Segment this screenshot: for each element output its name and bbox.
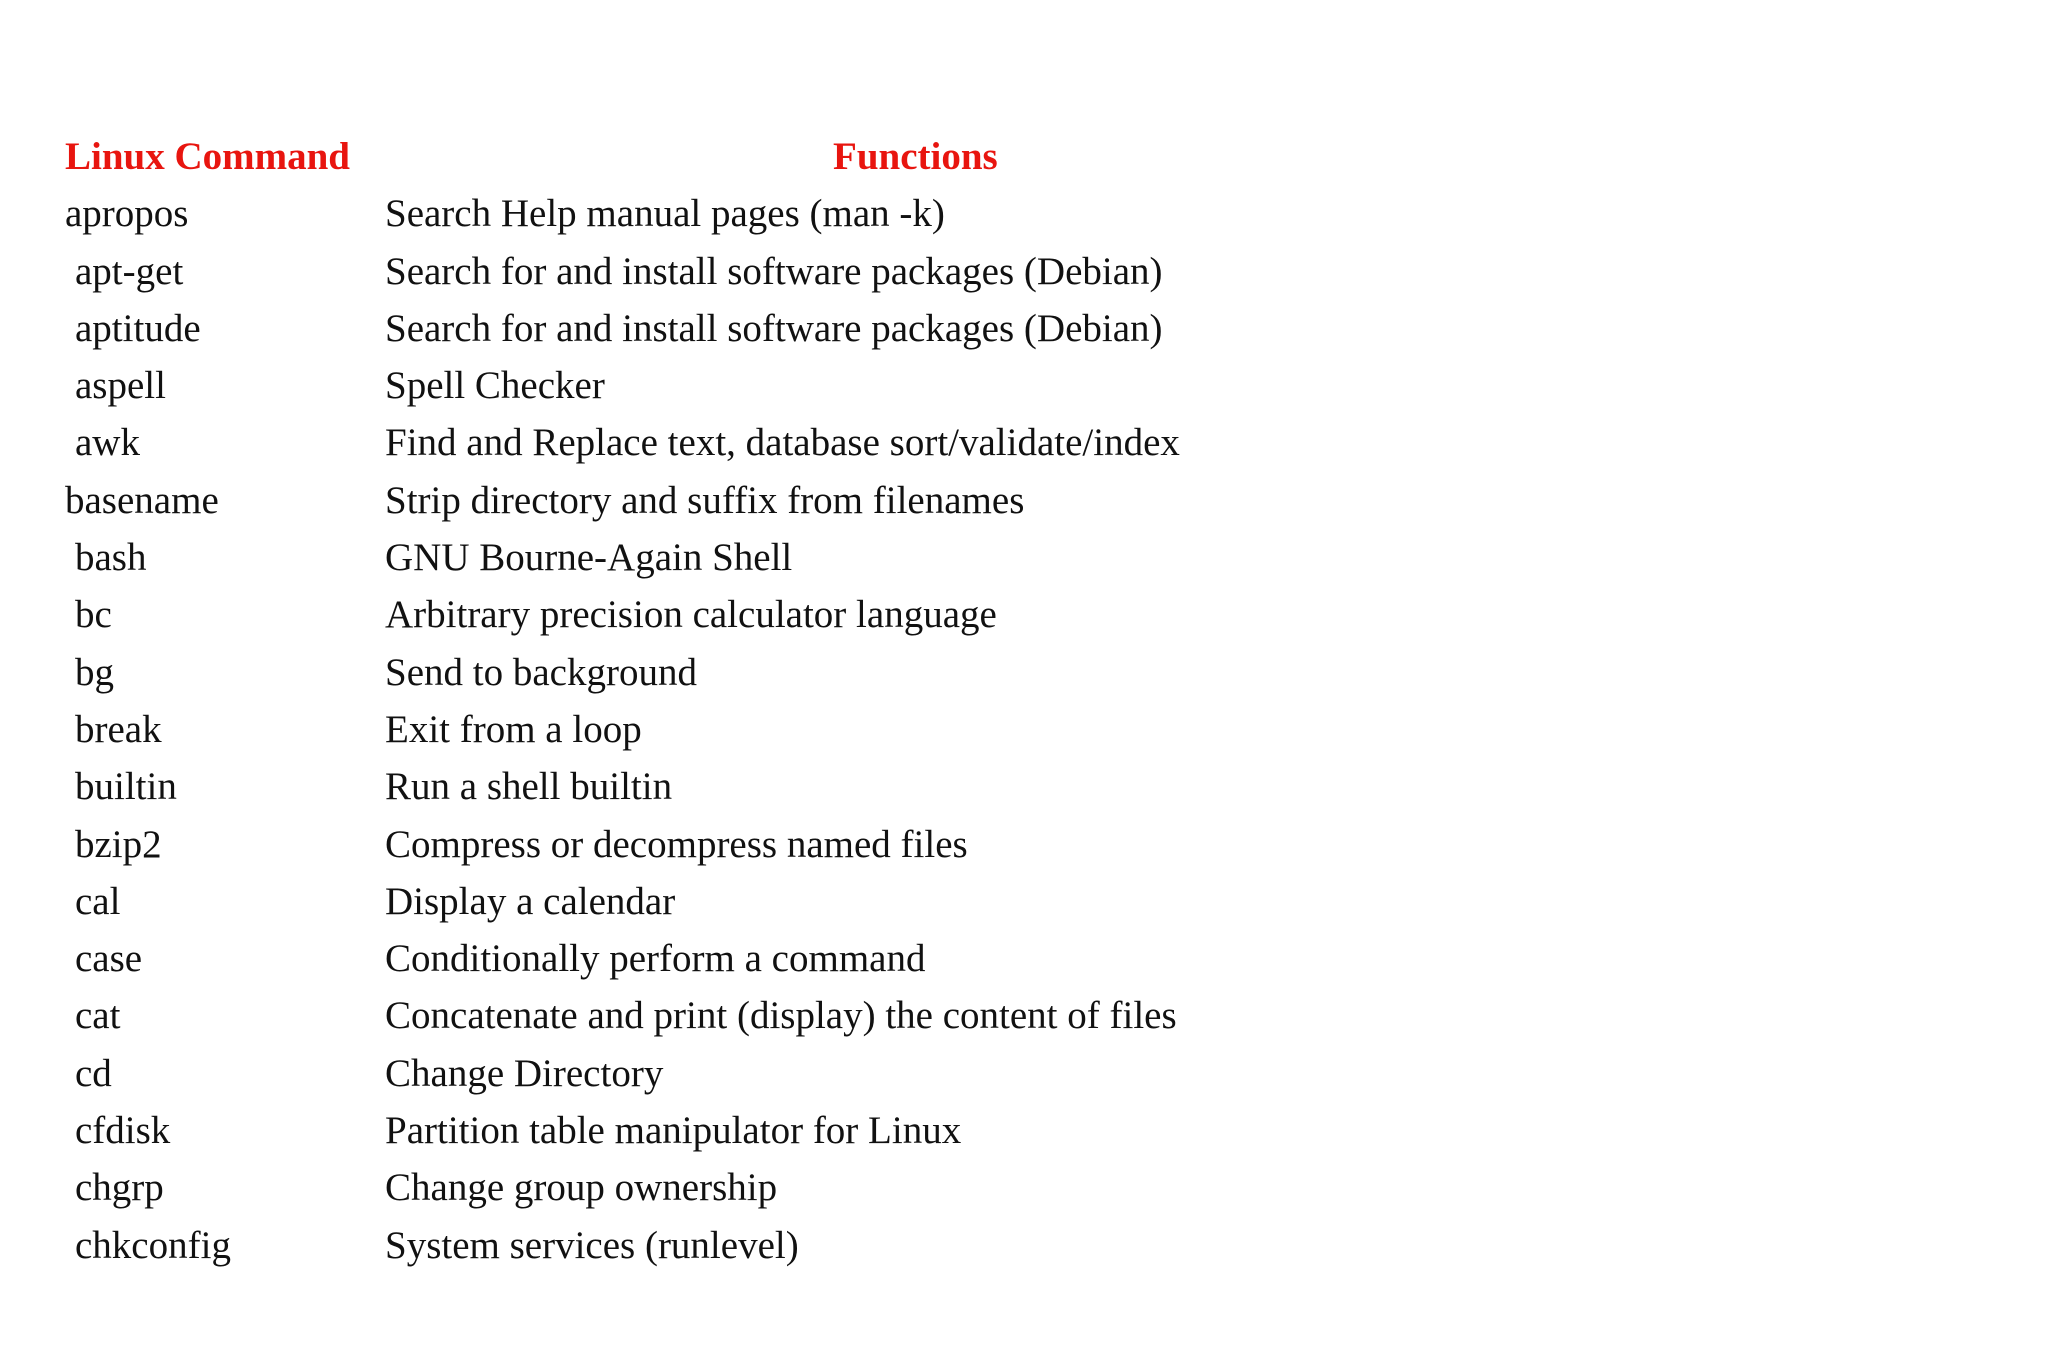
table-row — [65, 243, 1265, 300]
command-function: Strip directory and suffix from filenames — [385, 478, 1025, 522]
command-function: Change Directory — [385, 1051, 664, 1095]
command-function: Search for and install software packages (Debian) — [385, 306, 1163, 350]
table-header — [65, 128, 1265, 185]
command-function: GNU Bourne-Again Shell — [385, 536, 793, 580]
command-name: chkconfig — [75, 1223, 231, 1267]
table-row — [65, 1159, 1265, 1216]
table-row — [65, 300, 1265, 357]
command-name: cat — [75, 994, 121, 1038]
table-row — [65, 357, 1265, 414]
command-function: Partition table manipulator for Linux — [385, 1109, 962, 1153]
command-name: apropos — [65, 192, 189, 236]
command-name: bc — [75, 593, 112, 637]
table-row — [65, 185, 1265, 242]
table-row — [65, 816, 1265, 873]
command-function: Search for and install software packages (Debian) — [385, 249, 1163, 293]
table-row — [65, 414, 1265, 471]
table-row — [65, 1102, 1265, 1159]
command-function: Display a calendar — [385, 879, 676, 923]
command-name: aptitude — [75, 306, 201, 350]
command-name: apt-get — [75, 249, 184, 293]
command-function: Find and Replace text, database sort/validate/index — [385, 421, 1180, 465]
command-name: bash — [75, 536, 147, 580]
command-name: awk — [75, 421, 140, 465]
command-function: Send to background — [385, 650, 697, 694]
command-function: Run a shell builtin — [385, 765, 673, 809]
table-row — [65, 1045, 1265, 1102]
command-function: Arbitrary precision calculator language — [385, 593, 997, 637]
table-row — [65, 758, 1265, 815]
command-function: Exit from a loop — [385, 707, 642, 751]
command-name: cal — [75, 879, 121, 923]
header-linux-command: Linux Command — [65, 135, 350, 178]
command-name: cd — [75, 1051, 112, 1095]
command-function: Concatenate and print (display) the content of files — [385, 994, 1177, 1038]
command-name: chgrp — [75, 1166, 164, 1210]
table-row — [65, 1217, 1265, 1274]
command-table — [65, 128, 1265, 1274]
command-name: cfdisk — [75, 1109, 171, 1153]
table-row — [65, 472, 1265, 529]
command-name: case — [75, 937, 143, 981]
command-name: bzip2 — [75, 822, 162, 866]
table-row — [65, 586, 1265, 643]
command-name: basename — [65, 478, 219, 522]
command-name: aspell — [75, 364, 166, 408]
command-name: builtin — [75, 765, 177, 809]
table-row — [65, 701, 1265, 758]
command-function: Change group ownership — [385, 1166, 778, 1210]
command-function: Search Help manual pages (man -k) — [385, 192, 945, 236]
command-name: bg — [75, 650, 114, 694]
command-function: System services (runlevel) — [385, 1223, 799, 1267]
command-name: break — [75, 707, 162, 751]
table-row — [65, 987, 1265, 1044]
command-function: Compress or decompress named files — [385, 822, 968, 866]
header-functions: Functions — [833, 135, 998, 178]
table-row — [65, 529, 1265, 586]
command-function: Spell Checker — [385, 364, 605, 408]
table-row — [65, 873, 1265, 930]
table-row — [65, 930, 1265, 987]
table-row — [65, 644, 1265, 701]
command-function: Conditionally perform a command — [385, 937, 926, 981]
